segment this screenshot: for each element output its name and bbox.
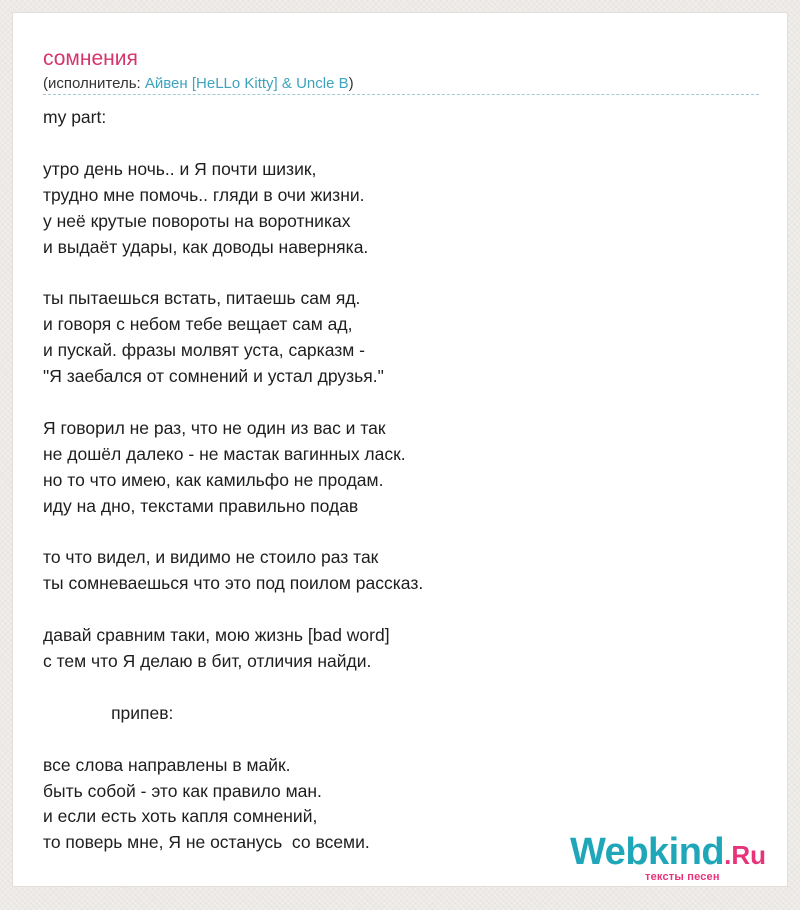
artist-line (43, 74, 354, 94)
artist-suffix: ) (348, 75, 354, 92)
logo-subtitle: тексты песен (645, 871, 720, 883)
logo-main-text: Webkind (570, 831, 725, 873)
lyrics-card (12, 12, 788, 887)
lyrics-text: my part: утро день ночь.. и Я почти шизик, трудно мне помочь.. гляди в очи жизни. у неё крутые повороты на воротниках и выдаёт удары, как доводы наверняка. ты пытаешься встать, питаешь сам яд. и говоря с небом тебе вещает сам ад, и пускай. фразы молвят уста, сарказм - "Я заебался от сомнений и устал друзья." Я говорил не раз, что не один из вас и так не дошёл далеко - не мастак вагинных ласк. но то что имею, как камильфо не продам. иду на дно, текстами правильно подав то что видел, и видимо не стоило раз так ты сомневаешься что это под поилом рассказ. давай сравним таки, мою жизнь [bad word] с тем что Я делаю в бит, отличия найди. припев: все слова направлены в майк. быть собой - это как правило ман. и если есть хоть капля сомнений, то поверь мне, Я не останусь со всеми. (43, 107, 424, 853)
artist-link[interactable]: Айвен [HeLLo Kitty] & Uncle B (144, 75, 349, 92)
logo-wordmark (570, 830, 766, 877)
logo-tld-text: .Ru (724, 840, 767, 870)
song-title: сомнения (43, 47, 138, 70)
header-divider (43, 94, 759, 95)
site-logo[interactable] (570, 830, 785, 888)
artist-prefix: (исполнитель: (43, 75, 145, 92)
